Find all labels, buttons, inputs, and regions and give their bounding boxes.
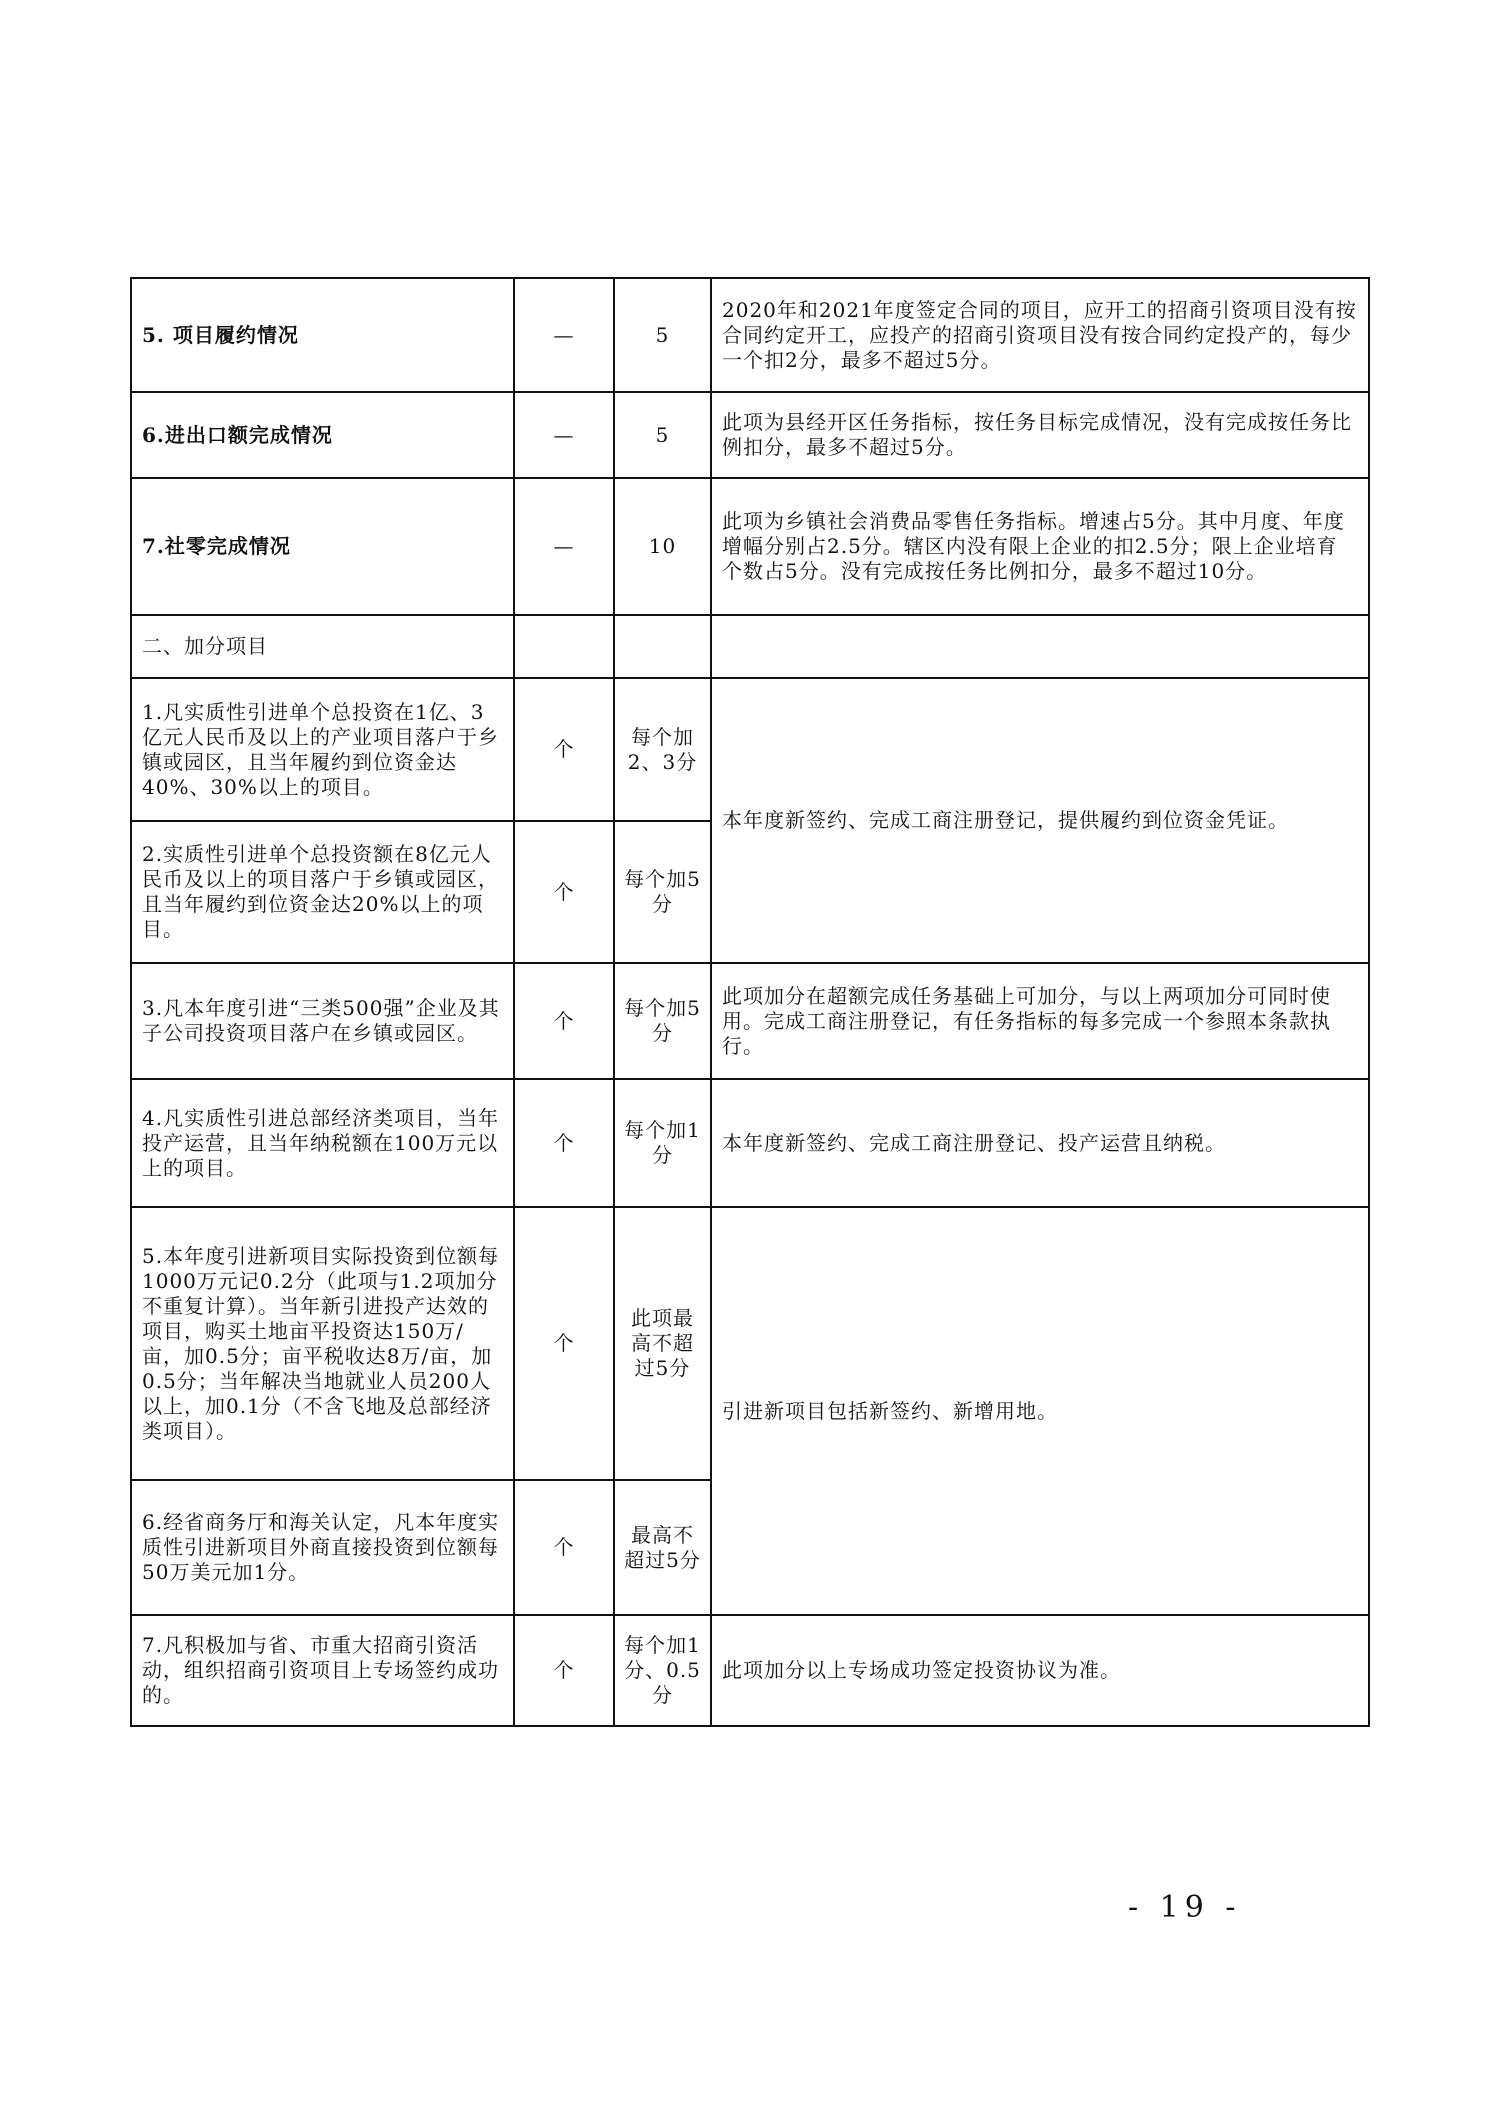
unit-cell: — (514, 392, 614, 478)
item-cell: 5.本年度引进新项目实际投资到位额每1000万元记0.2分（此项与1.2项加分不重复计算）。当年新引进投产达效的项目，购买土地亩平投资达150万/亩，加0.5分；亩平税收达8万/亩，加0.5分；当年解决当地就业人员200人以上，加0.1分（不含飞地及总部经济类项目）。 (131, 1207, 514, 1480)
unit-cell: — (514, 478, 614, 615)
score-cell: 此项最高不超过5分 (614, 1207, 711, 1480)
score-cell: 每个加2、3分 (614, 678, 711, 821)
item-cell: 1.凡实质性引进单个总投资在1亿、3亿元人民币及以上的产业项目落户于乡镇或园区，且当年履约到位资金达40%、30%以上的项目。 (131, 678, 514, 821)
unit-cell: 个 (514, 821, 614, 963)
score-cell: 最高不超过5分 (614, 1480, 711, 1615)
item-cell: 2.实质性引进单个总投资额在8亿元人民币及以上的项目落户于乡镇或园区，且当年履约到位资金达20%以上的项目。 (131, 821, 514, 963)
score-cell: 每个加1分 (614, 1079, 711, 1207)
note-cell: 本年度新签约、完成工商注册登记、投产运营且纳税。 (711, 1079, 1369, 1207)
item-cell: 3.凡本年度引进“三类500强”企业及其子公司投资项目落户在乡镇或园区。 (131, 963, 514, 1079)
table-row (131, 278, 1369, 392)
item-cell: 5. 项目履约情况 (131, 278, 514, 392)
note-cell: 引进新项目包括新签约、新增用地。 (711, 1207, 1369, 1615)
note-cell: 此项加分以上专场成功签定投资协议为准。 (711, 1615, 1369, 1726)
score-cell: 10 (614, 478, 711, 615)
score-cell: 每个加5分 (614, 821, 711, 963)
item-cell: 7.凡积极加与省、市重大招商引资活动，组织招商引资项目上专场签约成功的。 (131, 1615, 514, 1726)
table-row (131, 678, 1369, 821)
page-number: - 19 - (1128, 1890, 1242, 1925)
unit-cell: 个 (514, 1207, 614, 1480)
table-row (131, 1079, 1369, 1207)
score-cell: 每个加1分、0.5分 (614, 1615, 711, 1726)
item-cell: 6.进出口额完成情况 (131, 392, 514, 478)
score-cell: 5 (614, 392, 711, 478)
note-cell: 此项为县经开区任务指标，按任务目标完成情况，没有完成按任务比例扣分，最多不超过5分。 (711, 392, 1369, 478)
scoring-table (130, 277, 1370, 1727)
item-cell: 7.社零完成情况 (131, 478, 514, 615)
item-cell: 4.凡实质性引进总部经济类项目，当年投产运营，且当年纳税额在100万元以上的项目。 (131, 1079, 514, 1207)
note-cell: 此项为乡镇社会消费品零售任务指标。增速占5分。其中月度、年度增幅分别占2.5分。辖区内没有限上企业的扣2.5分；限上企业培育个数占5分。没有完成按任务比例扣分，最多不超过10分。 (711, 478, 1369, 615)
table-row (131, 1615, 1369, 1726)
note-cell: 本年度新签约、完成工商注册登记，提供履约到位资金凭证。 (711, 678, 1369, 963)
note-cell: 2020年和2021年度签定合同的项目，应开工的招商引资项目没有按合同约定开工，应投产的招商引资项目没有按合同约定投产的，每少一个扣2分，最多不超过5分。 (711, 278, 1369, 392)
table-row (131, 963, 1369, 1079)
section-row (131, 615, 1369, 678)
score-cell: 5 (614, 278, 711, 392)
item-cell: 6.经省商务厅和海关认定，凡本年度实质性引进新项目外商直接投资到位额每50万美元加1分。 (131, 1480, 514, 1615)
note-cell: 此项加分在超额完成任务基础上可加分，与以上两项加分可同时使用。完成工商注册登记，有任务指标的每多完成一个参照本条款执行。 (711, 963, 1369, 1079)
unit-cell: 个 (514, 678, 614, 821)
unit-cell: — (514, 278, 614, 392)
unit-cell: 个 (514, 1615, 614, 1726)
unit-cell: 个 (514, 1480, 614, 1615)
unit-cell: 个 (514, 963, 614, 1079)
table-row (131, 392, 1369, 478)
table-row (131, 478, 1369, 615)
section-heading: 二、加分项目 (131, 615, 514, 678)
score-cell: 每个加5分 (614, 963, 711, 1079)
unit-cell: 个 (514, 1079, 614, 1207)
table-row (131, 1207, 1369, 1480)
